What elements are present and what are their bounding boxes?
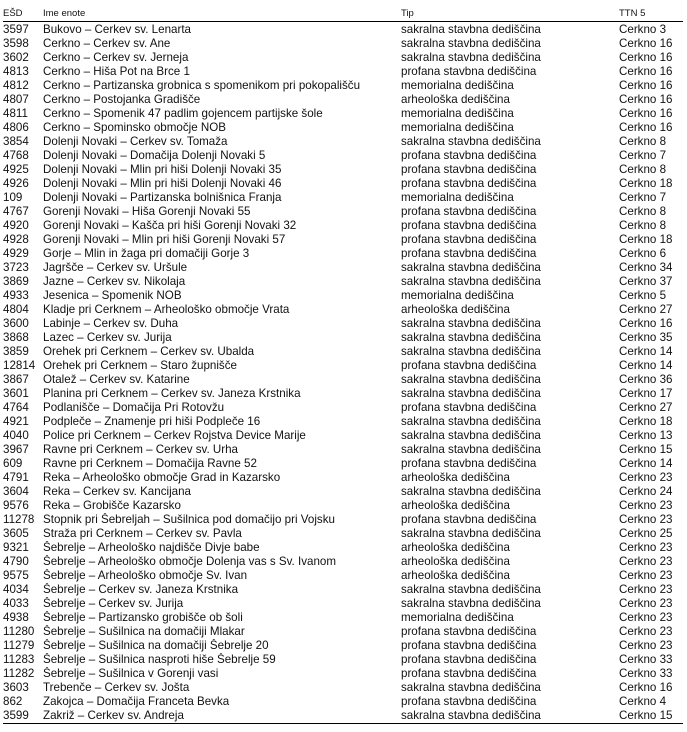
cell-esd: 4811 — [3, 107, 28, 120]
cell-ime-enote: Kladje pri Cerknem – Arheološko območje Vrata — [43, 303, 290, 316]
table-row — [3, 653, 683, 667]
cell-esd: 109 — [3, 191, 23, 204]
table-row — [3, 695, 683, 709]
cell-tip: profana stavbna dediščina — [401, 247, 537, 260]
table-body — [3, 22, 683, 724]
cell-ttn5: Cerkno 16 — [619, 65, 673, 78]
cell-ime-enote: Jazne – Cerkev sv. Nikolaja — [43, 275, 186, 288]
cell-tip: memorialna dediščina — [401, 79, 514, 92]
cell-tip: sakralna stavbna dediščina — [401, 23, 541, 36]
cell-ime-enote: Jagršče – Cerkev sv. Uršule — [43, 261, 188, 274]
cell-tip: arheološka dediščina — [401, 93, 510, 106]
cell-esd: 4812 — [3, 79, 29, 92]
cell-ime-enote: Bukovo – Cerkev sv. Lenarta — [43, 23, 192, 36]
cell-ime-enote: Šebrelje – Partizansko grobišče ob šoli — [43, 611, 243, 624]
cell-esd: 4929 — [3, 247, 29, 260]
table-row — [3, 163, 683, 177]
cell-ttn5: Cerkno 16 — [619, 93, 673, 106]
cell-ime-enote: Gorenji Novaki – Mlin pri hiši Gorenji Novaki 57 — [43, 233, 286, 246]
cell-ime-enote: Zakojca – Domačija Franceta Bevka — [43, 695, 230, 708]
cell-tip: sakralna stavbna dediščina — [401, 681, 541, 694]
cell-tip: memorialna dediščina — [401, 289, 514, 302]
cell-tip: sakralna stavbna dediščina — [401, 37, 541, 50]
cell-tip: sakralna stavbna dediščina — [401, 373, 541, 386]
table-row — [3, 65, 683, 79]
cell-tip: memorialna dediščina — [401, 121, 514, 134]
table-row — [3, 219, 683, 233]
cell-ttn5: Cerkno 23 — [619, 569, 673, 582]
cell-ttn5: Cerkno 8 — [619, 205, 667, 218]
table-row — [3, 93, 683, 107]
cell-ttn5: Cerkno 16 — [619, 121, 673, 134]
cell-tip: sakralna stavbna dediščina — [401, 709, 619, 724]
cell-esd: 11279 — [3, 639, 35, 652]
cell-tip: profana stavbna dediščina — [401, 667, 537, 680]
cell-esd: 4764 — [3, 401, 29, 414]
header-tip: Tip — [401, 6, 619, 22]
table-row — [3, 303, 683, 317]
cell-ttn5: Cerkno 23 — [619, 499, 673, 512]
cell-ttn5: Cerkno 24 — [619, 485, 673, 498]
cell-esd: 9576 — [3, 499, 29, 512]
cell-ttn5: Cerkno 4 — [619, 695, 667, 708]
cell-ttn5: Cerkno 18 — [619, 233, 673, 246]
cell-ime-enote: Šebrelje – Sušilnica nasproti hiše Šebrelje 59 — [43, 653, 276, 666]
cell-ime-enote: Šebrelje – Cerkev sv. Jurija — [43, 597, 184, 610]
cell-ttn5: Cerkno 36 — [619, 373, 673, 386]
cell-tip: sakralna stavbna dediščina — [401, 429, 541, 442]
table-row — [3, 527, 683, 541]
cell-tip: profana stavbna dediščina — [401, 639, 537, 652]
cell-ime-enote: Dolenji Novaki – Mlin pri hiši Dolenji Novaki 35 — [43, 163, 282, 176]
cell-ttn5: Cerkno 3 — [619, 23, 667, 36]
cell-ime-enote: Cerkno – Partizanska grobnica s spomenikom pri pokopališču — [43, 79, 361, 92]
cell-ime-enote: Orehek pri Cerknem – Staro župnišče — [43, 359, 237, 372]
cell-tip: profana stavbna dediščina — [401, 401, 537, 414]
cell-tip: profana stavbna dediščina — [401, 695, 537, 708]
cell-ime-enote: Šebrelje – Sušilnica v Gorenji vasi — [43, 667, 219, 680]
cell-tip: arheološka dediščina — [401, 471, 510, 484]
table-row — [3, 401, 683, 415]
cell-ttn5: Cerkno 23 — [619, 611, 673, 624]
table-row — [3, 583, 683, 597]
cell-esd: 3605 — [3, 527, 29, 540]
cell-tip: profana stavbna dediščina — [401, 205, 537, 218]
cell-ime-enote: Gorenji Novaki – Hiša Gorenji Novaki 55 — [43, 205, 251, 218]
cell-esd: 11280 — [3, 625, 35, 638]
cell-ttn5: Cerkno 17 — [619, 387, 673, 400]
table-header — [3, 6, 683, 22]
cell-ttn5: Cerkno 6 — [619, 247, 667, 260]
cell-tip: profana stavbna dediščina — [401, 653, 537, 666]
cell-ime-enote: Trebenče – Cerkev sv. Jošta — [43, 681, 190, 694]
cell-tip: sakralna stavbna dediščina — [401, 415, 541, 428]
cell-esd: 12814 — [3, 359, 36, 372]
cell-ttn5: Cerkno 8 — [619, 219, 667, 232]
cell-esd: 3604 — [3, 485, 29, 498]
cell-ttn5: Cerkno 23 — [619, 583, 673, 596]
cell-ttn5: Cerkno 14 — [619, 457, 673, 470]
cell-ttn5: Cerkno 23 — [619, 541, 673, 554]
cell-tip: sakralna stavbna dediščina — [401, 485, 541, 498]
cell-esd: 11283 — [3, 653, 35, 666]
cell-ime-enote: Podlanišče – Domačija Pri Rotovžu — [43, 401, 225, 414]
cell-esd: 609 — [3, 457, 23, 470]
cell-ttn5: Cerkno 34 — [619, 261, 673, 274]
cell-ime-enote: Šebrelje – Sušilnica na domačiji Mlakar — [43, 625, 245, 638]
cell-esd: 4040 — [3, 429, 29, 442]
table-row — [3, 37, 683, 51]
table-row — [3, 22, 683, 38]
cell-ttn5: Cerkno 18 — [619, 415, 673, 428]
cell-tip: profana stavbna dediščina — [401, 149, 537, 162]
cell-esd: 11278 — [3, 513, 35, 526]
table-row — [3, 51, 683, 65]
cell-esd: 4933 — [3, 289, 29, 302]
table-row — [3, 667, 683, 681]
cell-esd: 3854 — [3, 135, 29, 148]
cell-ttn5: Cerkno 23 — [619, 625, 673, 638]
cell-ttn5: Cerkno 23 — [619, 555, 673, 568]
table-row — [3, 149, 683, 163]
cell-ime-enote: Stopnik pri Šebreljah – Sušilnica pod domačijo pri Vojsku — [43, 513, 335, 526]
cell-ttn5: Cerkno 8 — [619, 163, 667, 176]
cell-tip: memorialna dediščina — [401, 191, 514, 204]
table-row — [3, 429, 683, 443]
cell-ttn5: Cerkno 18 — [619, 177, 673, 190]
cell-tip: sakralna stavbna dediščina — [401, 331, 541, 344]
cell-esd: 4920 — [3, 219, 29, 232]
cell-ime-enote: Labinje – Cerkev sv. Duha — [43, 317, 179, 330]
cell-ime-enote: Gorenji Novaki – Kašča pri hiši Gorenji Novaki 32 — [43, 219, 297, 232]
header-esd: EŠD — [3, 6, 43, 22]
cell-ttn5: Cerkno 5 — [619, 289, 667, 302]
cell-ttn5: Cerkno 27 — [619, 303, 673, 316]
cell-tip: sakralna stavbna dediščina — [401, 583, 541, 596]
cell-tip: profana stavbna dediščina — [401, 625, 537, 638]
table-row — [3, 387, 683, 401]
cell-esd: 3859 — [3, 345, 29, 358]
table-row — [3, 79, 683, 93]
header-ttn5: TTN 5 — [619, 6, 683, 22]
cell-ttn5: Cerkno 13 — [619, 429, 673, 442]
cell-ttn5: Cerkno 7 — [619, 149, 667, 162]
cell-ttn5: Cerkno 35 — [619, 331, 673, 344]
cell-tip: profana stavbna dediščina — [401, 177, 537, 190]
cell-tip: arheološka dediščina — [401, 569, 510, 582]
cell-esd: 4767 — [3, 205, 29, 218]
cell-ttn5: Cerkno 23 — [619, 471, 673, 484]
header-row — [3, 6, 683, 22]
table-row — [3, 681, 683, 695]
cell-esd: 3723 — [3, 261, 29, 274]
heritage-table — [3, 6, 683, 724]
cell-ime-enote: Cerkno – Cerkev sv. Ane — [43, 37, 171, 50]
cell-ime-enote: Straža pri Cerknem – Cerkev sv. Pavla — [43, 527, 242, 540]
cell-esd: 4813 — [3, 65, 29, 78]
table-row — [3, 177, 683, 191]
cell-ime-enote: Dolenji Novaki – Domačija Dolenji Novaki 5 — [43, 149, 266, 162]
table-row — [3, 191, 683, 205]
table-row — [3, 485, 683, 499]
table-row — [3, 247, 683, 261]
cell-esd: 3603 — [3, 681, 29, 694]
cell-esd: 862 — [3, 695, 23, 708]
cell-esd: 4807 — [3, 93, 29, 106]
table-row — [3, 373, 683, 387]
table-row — [3, 233, 683, 247]
table-row — [3, 471, 683, 485]
cell-ttn5: Cerkno 16 — [619, 317, 673, 330]
table-row — [3, 107, 683, 121]
cell-ttn5: Cerkno 15 — [619, 709, 683, 724]
cell-ime-enote: Reka – Arheološko območje Grad in Kazarsko — [43, 471, 281, 484]
cell-esd: 4921 — [3, 415, 29, 428]
cell-ttn5: Cerkno 14 — [619, 359, 673, 372]
cell-ime-enote: Šebrelje – Arheološko območje Dolenja vas s Sv. Ivanom — [43, 555, 337, 568]
cell-tip: arheološka dediščina — [401, 541, 510, 554]
cell-ime-enote: Orehek pri Cerknem – Cerkev sv. Ubalda — [43, 345, 255, 358]
cell-ime-enote: Lazec – Cerkev sv. Jurija — [43, 331, 172, 344]
cell-ime-enote: Cerkno – Hiša Pot na Brce 1 — [43, 65, 190, 78]
table-row — [3, 639, 683, 653]
table-row — [3, 555, 683, 569]
table-row — [3, 569, 683, 583]
cell-esd: 3602 — [3, 51, 29, 64]
cell-tip: sakralna stavbna dediščina — [401, 275, 541, 288]
cell-tip: profana stavbna dediščina — [401, 457, 537, 470]
cell-ime-enote: Šebrelje – Sušilnica na domačiji Šebrelje 20 — [43, 639, 269, 652]
cell-ime-enote: Reka – Grobišče Kazarsko — [43, 499, 181, 512]
cell-ttn5: Cerkno 33 — [619, 653, 673, 666]
cell-tip: profana stavbna dediščina — [401, 233, 537, 246]
cell-ttn5: Cerkno 23 — [619, 639, 673, 652]
cell-ttn5: Cerkno 37 — [619, 275, 673, 288]
cell-esd: 3599 — [3, 709, 43, 724]
table-row — [3, 709, 683, 724]
table-row — [3, 611, 683, 625]
table-row — [3, 317, 683, 331]
table-row — [3, 499, 683, 513]
table-row — [3, 541, 683, 555]
cell-ttn5: Cerkno 25 — [619, 527, 673, 540]
cell-tip: sakralna stavbna dediščina — [401, 597, 541, 610]
cell-ttn5: Cerkno 23 — [619, 513, 673, 526]
table-row — [3, 289, 683, 303]
cell-esd: 4790 — [3, 555, 29, 568]
cell-ttn5: Cerkno 23 — [619, 597, 673, 610]
cell-ime-enote: Ravne pri Cerknem – Cerkev sv. Urha — [43, 443, 239, 456]
cell-tip: memorialna dediščina — [401, 611, 514, 624]
table-row — [3, 457, 683, 471]
header-ime-enote: Ime enote — [43, 6, 401, 22]
table-row — [3, 261, 683, 275]
cell-ime-enote: Cerkno – Spominsko območje NOB — [43, 121, 227, 134]
cell-tip: profana stavbna dediščina — [401, 359, 537, 372]
cell-ttn5: Cerkno 7 — [619, 191, 667, 204]
cell-esd: 4804 — [3, 303, 29, 316]
cell-ttn5: Cerkno 16 — [619, 79, 673, 92]
cell-tip: sakralna stavbna dediščina — [401, 135, 541, 148]
cell-ime-enote: Planina pri Cerknem – Cerkev sv. Janeza Krstnika — [43, 387, 301, 400]
cell-ime-enote: Šebrelje – Arheološko območje Sv. Ivan — [43, 569, 248, 582]
cell-tip: sakralna stavbna dediščina — [401, 261, 541, 274]
cell-esd: 4938 — [3, 611, 29, 624]
cell-ime-enote: Otalež – Cerkev sv. Katarine — [43, 373, 190, 386]
cell-esd: 3869 — [3, 275, 29, 288]
cell-tip: sakralna stavbna dediščina — [401, 387, 541, 400]
cell-esd: 4033 — [3, 597, 29, 610]
table-row — [3, 597, 683, 611]
cell-ime-enote: Šebrelje – Arheološko najdišče Divje babe — [43, 541, 260, 554]
cell-ttn5: Cerkno 16 — [619, 37, 673, 50]
cell-ime-enote: Šebrelje – Cerkev sv. Janeza Krstnika — [43, 583, 239, 596]
cell-ime-enote: Reka – Cerkev sv. Kancijana — [43, 485, 191, 498]
cell-ttn5: Cerkno 33 — [619, 667, 673, 680]
cell-ime-enote: Jesenica – Spomenik NOB — [43, 289, 182, 302]
table-row — [3, 359, 683, 373]
cell-tip: arheološka dediščina — [401, 303, 510, 316]
table-row — [3, 205, 683, 219]
cell-ttn5: Cerkno 15 — [619, 443, 673, 456]
cell-ttn5: Cerkno 8 — [619, 135, 667, 148]
cell-esd: 9575 — [3, 569, 29, 582]
cell-ime-enote: Dolenji Novaki – Cerkev sv. Tomaža — [43, 135, 228, 148]
table-row — [3, 121, 683, 135]
cell-esd: 3967 — [3, 443, 29, 456]
table-row — [3, 513, 683, 527]
cell-tip: sakralna stavbna dediščina — [401, 51, 541, 64]
cell-ime-enote: Dolenji Novaki – Mlin pri hiši Dolenji Novaki 46 — [43, 177, 282, 190]
cell-ime-enote: Gorje – Mlin in žaga pri domačiji Gorje 3 — [43, 247, 250, 260]
cell-ime-enote: Zakriž – Cerkev sv. Andreja — [43, 709, 401, 724]
cell-esd: 3598 — [3, 37, 29, 50]
cell-esd: 11282 — [3, 667, 35, 680]
cell-esd: 3868 — [3, 331, 29, 344]
cell-tip: sakralna stavbna dediščina — [401, 443, 541, 456]
cell-ime-enote: Cerkno – Postojanka Gradišče — [43, 93, 201, 106]
cell-ttn5: Cerkno 16 — [619, 107, 673, 120]
cell-ime-enote: Police pri Cerknem – Cerkev Rojstva Device Marije — [43, 429, 306, 442]
cell-tip: sakralna stavbna dediščina — [401, 527, 541, 540]
cell-ime-enote: Ravne pri Cerknem – Domačija Ravne 52 — [43, 457, 257, 470]
cell-esd: 4768 — [3, 149, 29, 162]
cell-esd: 4926 — [3, 177, 29, 190]
table-row — [3, 345, 683, 359]
table-row — [3, 135, 683, 149]
cell-ttn5: Cerkno 16 — [619, 681, 673, 694]
table-row — [3, 275, 683, 289]
cell-tip: profana stavbna dediščina — [401, 163, 537, 176]
cell-ime-enote: Podpleče – Znamenje pri hiši Podpleče 16 — [43, 415, 261, 428]
cell-esd: 4034 — [3, 583, 29, 596]
cell-esd: 3867 — [3, 373, 29, 386]
cell-esd: 4791 — [3, 471, 29, 484]
cell-ttn5: Cerkno 16 — [619, 51, 673, 64]
cell-ttn5: Cerkno 27 — [619, 401, 673, 414]
cell-tip: sakralna stavbna dediščina — [401, 317, 541, 330]
cell-ime-enote: Cerkno – Cerkev sv. Jerneja — [43, 51, 189, 64]
cell-esd: 4925 — [3, 163, 29, 176]
table-row — [3, 443, 683, 457]
cell-ime-enote: Cerkno – Spomenik 47 padlim gojencem partijske šole — [43, 107, 323, 120]
cell-esd: 3601 — [3, 387, 29, 400]
cell-ttn5: Cerkno 14 — [619, 345, 673, 358]
cell-esd: 9321 — [3, 541, 29, 554]
cell-tip: profana stavbna dediščina — [401, 513, 537, 526]
cell-esd: 4806 — [3, 121, 29, 134]
cell-esd: 4928 — [3, 233, 29, 246]
cell-tip: sakralna stavbna dediščina — [401, 345, 541, 358]
cell-tip: memorialna dediščina — [401, 107, 514, 120]
cell-tip: arheološka dediščina — [401, 555, 510, 568]
table-row — [3, 625, 683, 639]
cell-ime-enote: Dolenji Novaki – Partizanska bolnišnica Franja — [43, 191, 282, 204]
cell-tip: arheološka dediščina — [401, 499, 510, 512]
cell-esd: 3597 — [3, 23, 29, 36]
table-row — [3, 331, 683, 345]
cell-esd: 3600 — [3, 317, 29, 330]
table-row — [3, 415, 683, 429]
cell-tip: profana stavbna dediščina — [401, 65, 537, 78]
cell-tip: profana stavbna dediščina — [401, 219, 537, 232]
